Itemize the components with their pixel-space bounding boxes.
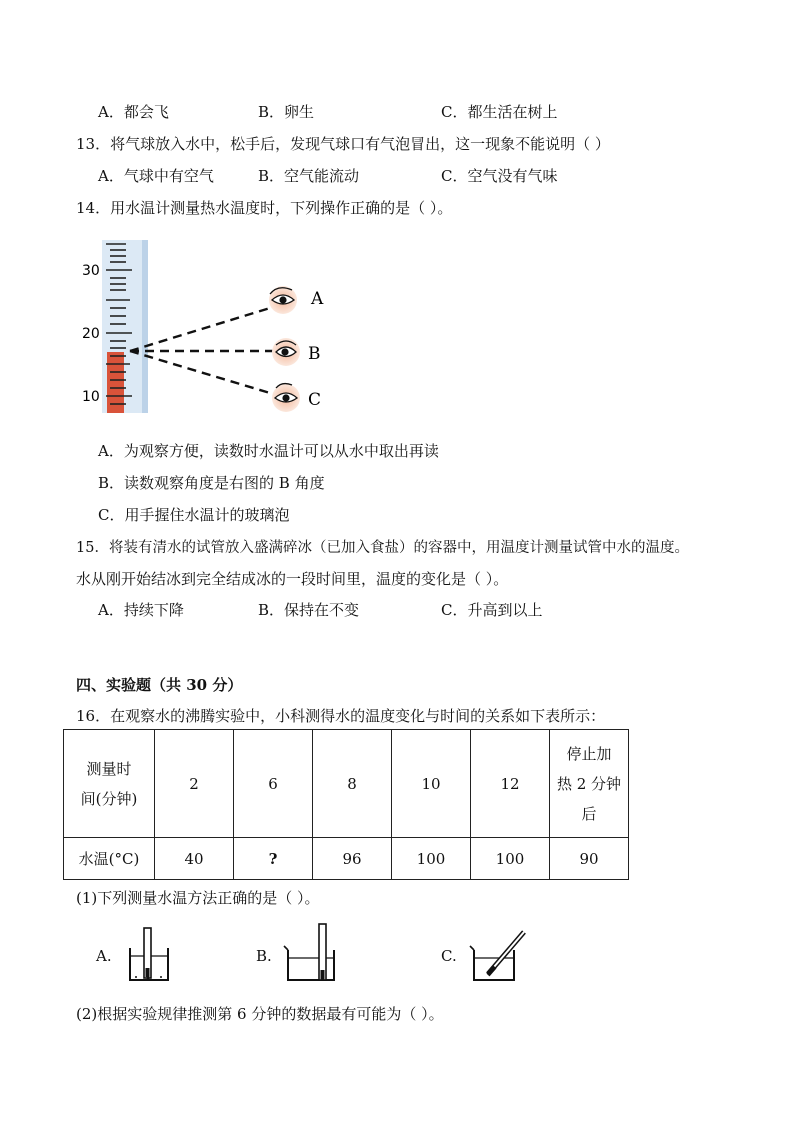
temp-cell: 100 — [392, 838, 471, 880]
section-title: 四、实验题（共 30 分） — [76, 676, 243, 694]
beaker-option-b-label: B. — [256, 947, 272, 965]
beaker-option-c-label: C. — [441, 947, 457, 965]
temp-header: 水温(°C) — [64, 838, 155, 880]
q15-option-c: C．升高到以上 — [441, 601, 543, 619]
table-row — [64, 838, 629, 880]
beaker-option-a-label: A. — [96, 947, 112, 965]
table-row — [64, 730, 629, 838]
eye-b-icon — [272, 338, 300, 366]
q14-stem: 14．用水温计测量热水温度时，下列操作正确的是（ ）。 — [76, 199, 453, 217]
q14-option-c: C．用手握住水温计的玻璃泡 — [98, 506, 290, 524]
time-cell: 2 — [155, 730, 234, 838]
sight-lines — [130, 308, 275, 393]
q12-option-b: B．卵生 — [258, 103, 315, 121]
eye-c-icon — [272, 384, 300, 412]
q15-option-a: A．持续下降 — [98, 601, 184, 619]
thermometer-figure — [80, 238, 340, 418]
scale-label-30: 30 — [82, 263, 100, 279]
temp-cell: 100 — [471, 838, 550, 880]
q13-stem: 13．将气球放入水中，松手后，发现气球口有气泡冒出，这一现象不能说明（ ） — [76, 135, 610, 153]
eye-label-a: A — [311, 289, 324, 309]
temp-cell: ? — [234, 838, 313, 880]
q16-sub2: (2)根据实验规律推测第 6 分钟的数据最有可能为（ ）。 — [76, 1005, 444, 1023]
after-stop-header: 停止加 热 2 分钟 后 — [550, 730, 629, 838]
q12-option-c: C．都生活在树上 — [441, 103, 558, 121]
q15-option-b: B．保持在不变 — [258, 601, 360, 619]
scale-label-20: 20 — [82, 326, 100, 342]
beaker-a-icon — [124, 926, 174, 986]
temp-cell: 40 — [155, 838, 234, 880]
beaker-c-icon — [468, 928, 530, 986]
temp-cell: 96 — [313, 838, 392, 880]
q16-sub1: (1)下列测量水温方法正确的是（ ）。 — [76, 889, 320, 907]
q16-stem: 16．在观察水的沸腾实验中，小科测得水的温度变化与时间的关系如下表所示： — [76, 707, 606, 725]
time-header: 测量时 间(分钟) — [64, 730, 155, 838]
q12-option-a: A．都会飞 — [98, 103, 169, 121]
q13-option-a: A．气球中有空气 — [98, 167, 214, 185]
q13-option-b: B．空气能流动 — [258, 167, 360, 185]
eye-label-b: B — [308, 344, 321, 364]
eye-label-c: C — [308, 390, 322, 410]
time-cell: 12 — [471, 730, 550, 838]
temperature-table — [63, 729, 629, 880]
q14-option-a: A．为观察方便，读数时水温计可以从水中取出再读 — [98, 442, 439, 460]
scale-label-10: 10 — [82, 389, 100, 405]
beaker-b-icon — [282, 922, 342, 986]
time-cell: 6 — [234, 730, 313, 838]
time-cell: 8 — [313, 730, 392, 838]
time-cell: 10 — [392, 730, 471, 838]
q15-stem-line2: 水从刚开始结冰到完全结成冰的一段时间里，温度的变化是（ ）。 — [76, 570, 509, 588]
q13-option-c: C．空气没有气味 — [441, 167, 558, 185]
temp-cell: 90 — [550, 838, 629, 880]
q15-stem-line1: 15．将装有清水的试管放入盛满碎冰（已加入食盐）的容器中，用温度计测量试管中水的温度。 — [76, 540, 689, 556]
q14-option-b: B．读数观察角度是右图的 B 角度 — [98, 474, 325, 492]
eye-a-icon — [269, 286, 297, 314]
